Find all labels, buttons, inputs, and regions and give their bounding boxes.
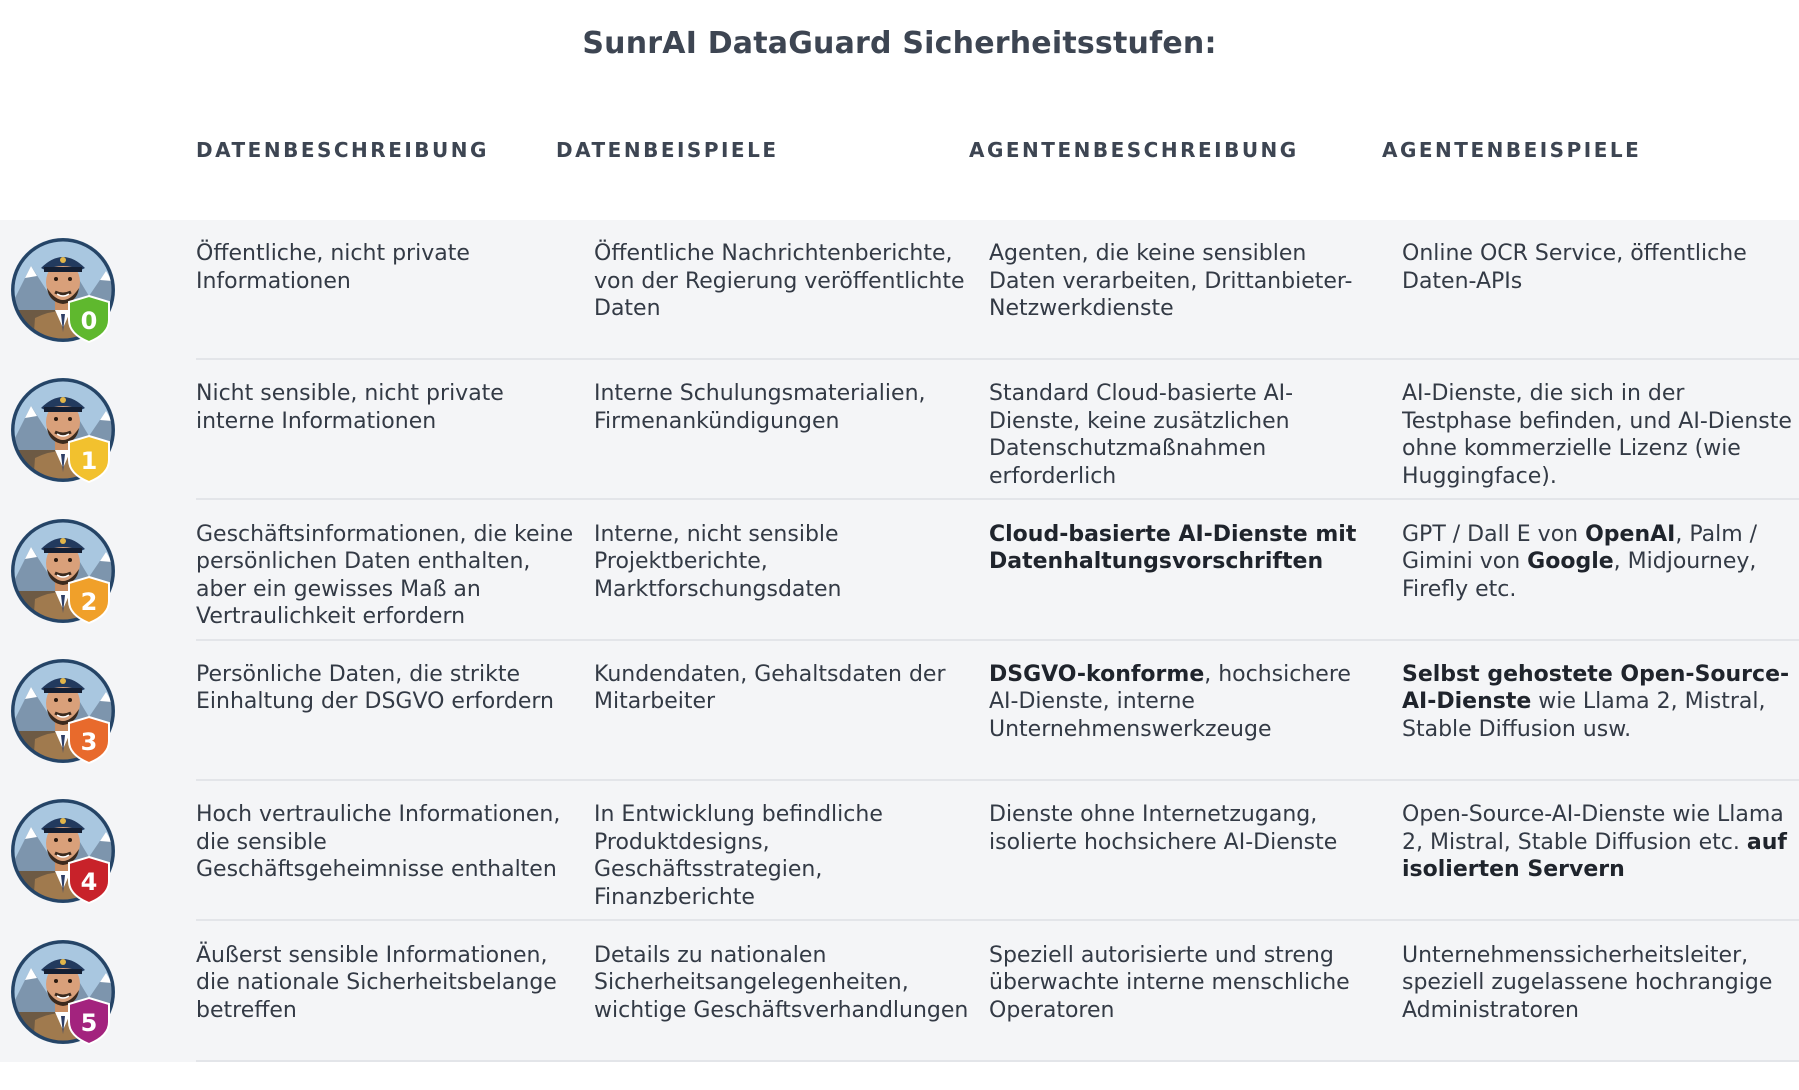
agent-description-cell — [989, 521, 1379, 576]
data-examples-cell: Interne, nicht sensible Projektberichte, Marktforschungsdaten — [594, 521, 842, 602]
text-segment: Dienste ohne Internetzugang, isolierte hochsichere AI-Dienste — [989, 802, 1338, 855]
header-data-description: DATENBESCHREIBUNG — [196, 138, 489, 162]
text-segment: wie Llama 2, Mistral, Stable Diffusion usw. — [1402, 689, 1766, 742]
agent-examples-cell — [1402, 521, 1799, 604]
text-segment: , hochsichere AI-Dienste, interne Unternehmenswerkzeuge — [989, 661, 1351, 742]
agent-description-cell — [989, 380, 1379, 490]
table-row — [0, 501, 1799, 641]
agent-examples-cell — [1402, 942, 1799, 1025]
agent-description-cell — [989, 240, 1379, 323]
table-row — [0, 360, 1799, 500]
guard-avatar-icon — [11, 938, 121, 1048]
table-header — [0, 138, 1799, 168]
agent-examples-cell — [1402, 661, 1799, 744]
security-level-number: 4 — [80, 868, 98, 897]
table-row — [0, 641, 1799, 781]
bold-text: DSGVO-konforme — [989, 661, 1205, 687]
agent-examples-cell — [1402, 240, 1799, 295]
security-level-number: 5 — [80, 1008, 98, 1037]
text-segment: Unternehmenssicherheitsleiter, speziell zugelassene hochrangige Administratoren — [1402, 942, 1773, 1023]
security-level-number: 0 — [80, 307, 98, 335]
security-level-number: 2 — [80, 587, 98, 616]
agent-examples-cell — [1402, 380, 1799, 490]
data-examples-cell: Öffentliche Nachrichtenberichte, von der Regierung veröffentlichte Daten — [594, 241, 965, 321]
data-examples-cell: Kundendaten, Gehaltsdaten der Mitarbeiter — [594, 661, 946, 715]
text-segment: Open-Source-AI-Dienste wie Llama 2, Mistral, Stable Diffusion etc. — [1402, 802, 1784, 855]
guard-avatar-icon — [11, 376, 121, 486]
text-segment: Speziell autorisierte und streng überwachte interne menschliche Operatoren — [989, 942, 1350, 1023]
data-description-cell: Nicht sensible, nicht private interne Informationen — [196, 381, 504, 434]
security-level-number: 1 — [80, 447, 98, 476]
agent-examples-cell — [1402, 801, 1799, 884]
security-levels-table — [0, 220, 1799, 1062]
text-segment: Agenten, die keine sensiblen Daten verarbeiten, Drittanbieter-Netzwerkdienste — [989, 241, 1353, 321]
security-level-number: 3 — [80, 727, 98, 756]
text-segment: Standard Cloud-basierte AI-Dienste, keine zusätzlichen Datenschutzmaßnahmen erforderlich — [989, 381, 1294, 489]
guard-avatar-icon — [11, 657, 121, 767]
data-examples-cell: Interne Schulungsmaterialien, Firmenankündigungen — [594, 381, 926, 434]
text-segment: , Palm / Gimini von — [1402, 521, 1758, 575]
table-row — [0, 220, 1799, 360]
bold-text: OpenAI — [1585, 521, 1676, 547]
agent-description-cell — [989, 661, 1379, 744]
agent-description-cell — [989, 801, 1379, 856]
data-description-cell: Hoch vertrauliche Informationen, die sensible Geschäftsgeheimnisse enthalten — [196, 802, 561, 883]
data-description-cell: Öffentliche, nicht private Informationen — [196, 241, 470, 294]
header-agent-examples: AGENTENBEISPIELE — [1382, 138, 1642, 162]
text-segment: , Midjourney, Firefly etc. — [1402, 549, 1757, 602]
bold-text: Selbst gehostete Open-Source-AI-Dienste — [1402, 661, 1790, 715]
text-segment: Online OCR Service, öffentliche Daten-APIs — [1402, 241, 1747, 294]
data-description-cell: Äußerst sensible Informationen, die nationale Sicherheitsbelange betreffen — [196, 942, 557, 1023]
text-segment: AI-Dienste, die sich in der Testphase befinden, und AI-Dienste ohne kommerzielle Lizenz (wie Huggingface). — [1402, 381, 1792, 489]
row-divider — [196, 1060, 1799, 1062]
bold-text: Google — [1527, 549, 1614, 575]
table-row — [0, 922, 1799, 1062]
bold-text: Cloud-basierte AI-Dienste mit Datenhaltungsvorschriften — [989, 521, 1357, 575]
guard-avatar-icon — [11, 236, 121, 346]
text-segment: GPT / Dall E von — [1402, 521, 1586, 547]
bold-text: auf isolierten Servern — [1402, 829, 1787, 883]
data-examples-cell: Details zu nationalen Sicherheitsangelegenheiten, wichtige Geschäftsverhandlungen — [594, 942, 969, 1023]
page-title: SunrAI DataGuard Sicherheitsstufen: — [582, 26, 1217, 61]
guard-avatar-icon — [11, 797, 121, 907]
data-description-cell: Geschäftsinformationen, die keine persönlichen Daten enthalten, aber ein gewisses Maß an Vertraulichkeit erfordern — [196, 521, 574, 630]
agent-description-cell — [989, 942, 1379, 1025]
table-row — [0, 781, 1799, 921]
data-examples-cell: In Entwicklung befindliche Produktdesigns, Geschäftsstrategien, Finanzberichte — [594, 802, 883, 910]
header-agent-description: AGENTENBESCHREIBUNG — [969, 138, 1299, 162]
guard-avatar-icon — [11, 517, 121, 627]
data-description-cell: Persönliche Daten, die strikte Einhaltung der DSGVO erfordern — [196, 661, 554, 715]
header-data-examples: DATENBEISPIELE — [556, 138, 779, 162]
